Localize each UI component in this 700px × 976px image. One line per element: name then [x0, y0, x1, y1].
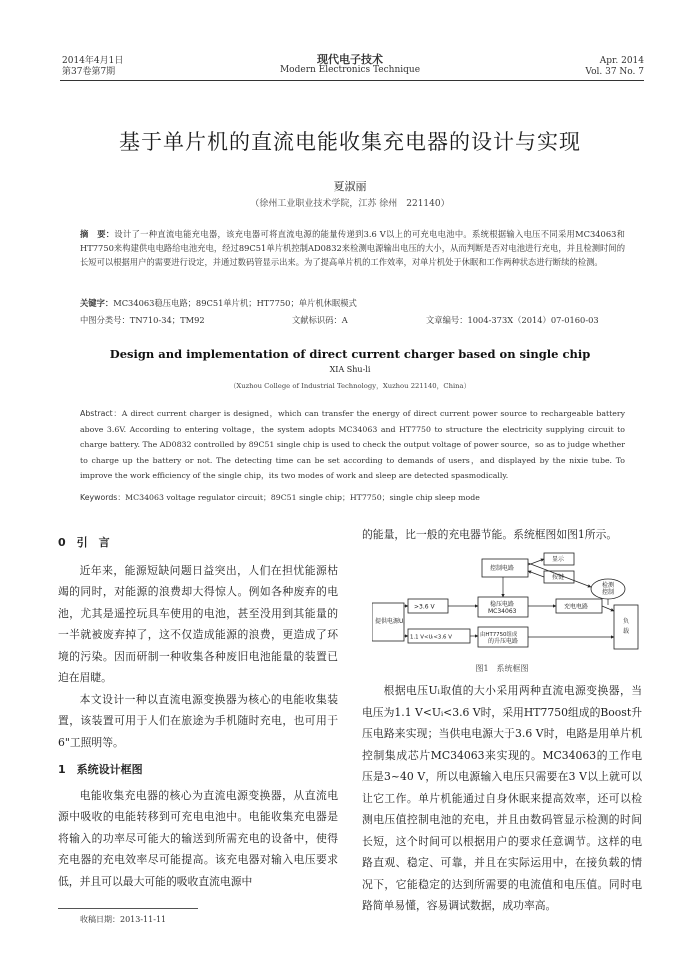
keywords-text: MC34063稳压电路；89C51单片机；HT7750；单片机休眠模式 [113, 298, 357, 308]
affiliation: （徐州工业职业技术学院，江苏 徐州 221140） [250, 199, 450, 209]
abstract-cn [80, 227, 625, 270]
right-column-paragraph-2: 根据电压Uᵢ取值的大小采用两种直流电源变换器，当电压为1.1 V<Uᵢ<3.6 V时，采用HT7750组成的Boost升压电路来实现；当供电电源大于3.6 V时，电路是用单片机控制集成芯片MC34063来实现的。MC34063的工作电压是3~40 V，所以电源输入电压只需要在3 V以上就可以让它工作。单片机能通过自身休眠来提高效率，还可以检测电压值控制电池的充电，并且由数码管显示检测的时间长短，这个时间可以根据用户的要求任意调节。这样的电路直观、稳定、可靠，并且在实际运用中，在接负载的情况下，它能稳定的达到所需要的电流值和电压值。同时电路简单易懂，容易调试数据，成功率高。 [362, 684, 642, 912]
keywords-cn [80, 297, 625, 309]
detect-label-1: 检测 [602, 582, 615, 589]
section-0-paragraph-2: 本文设计一种以直流电源变换器为核心的电能收集装置，该装置可用于人们在旅途为手机随时充电，也可用于6"工照明等。 [58, 692, 338, 749]
keys-label: 按键 [552, 574, 565, 581]
right-column-continuation: 的能量，比一般的充电器节能。系统框图如图1所示。 [362, 528, 618, 541]
footnote-divider [58, 908, 198, 909]
keywords-en-text: MC34063 voltage regulator circuit；89C51 single chip；HT7750；single chip sleep mode [125, 493, 480, 502]
header-date-en: Apr. 2014 [599, 56, 644, 66]
cond-high-label: >3.6 V [414, 603, 435, 611]
header-date: 2014年4月1日 [62, 56, 124, 66]
power-input-label: 提供电源$U_i$ [375, 618, 405, 626]
cond-low-label: 1.1 V<Uᵢ<3.6 V [410, 634, 452, 641]
figure-caption: 图1 系统框图 [475, 664, 529, 673]
charge-circuit-label: 充电电路 [564, 603, 589, 611]
abstract-en-text: A direct current charger is designed，which can transfer the energy of direct current power source to rechargeable battery above 3.6V. According to entering voltage，the system adopts MC34063 and HT7750 to structure the electricity supplying circuit to charge battery. The AD0832 controlled by 89C51 single chip is used to check the output voltage of power source，so as to judge whether to charge up the battery or not. The detecting time can be set according to demands of users，and displayed by the nixie tube. To improve the work efficiency of the single chip，its two modes of work and sleep are detected spasmodically. [80, 409, 626, 480]
header-volume-en: Vol. 37 No. 7 [585, 67, 644, 77]
boost-label-1: 由HT7750组成 [480, 632, 518, 638]
clc-number: 中图分类号：TN710-34；TM92 [80, 315, 205, 325]
left-column [58, 532, 338, 892]
abstract-en-label: Abstract： [80, 409, 122, 418]
keywords-label: 关键字： [80, 298, 114, 308]
author-en: XIA Shu-li [329, 365, 371, 374]
section-0-heading: 0 引 言 [58, 536, 110, 549]
regulator-label-1: 稳压电路 [490, 601, 515, 608]
display-label: 显示 [552, 556, 565, 563]
header-volume: 第37卷第7期 [62, 67, 116, 77]
abstract-en [80, 406, 625, 484]
load-label-1: 负 [623, 618, 630, 625]
keywords-en [80, 492, 625, 503]
system-block-diagram [372, 551, 642, 659]
abstract-text: 设计了一种直流电能充电器，该充电器可将直流电源的能量传递到3.6 V以上的可充电电池中。系统根据输入电压不同采用MC34063和HT7750来构建供电电路给电池充电，经过89C51单片机控制AD0832来检测电源输出电压的大小，从而判断是否对电池进行充电，并且检测时间的长短可以根据用户的需要进行设定，并通过数码管显示出来。为了提高单片机的工作效率，对单片机处于休眠和工作两种状态进行断续的检测。 [80, 229, 625, 268]
document-code: 文献标识码：A [292, 315, 348, 325]
load-box [614, 605, 638, 649]
article-number: 文章编号：1004-373X（2014）07-0160-03 [426, 315, 599, 325]
abstract-label: 摘 要： [80, 229, 115, 239]
received-date: 收稿日期：2013-11-11 [80, 915, 167, 924]
load-label-2: 载 [623, 628, 630, 635]
keywords-en-label: Keywords： [80, 493, 126, 502]
header-divider [60, 80, 644, 81]
paper-title: 基于单片机的直流电能收集充电器的设计与实现 [119, 130, 581, 154]
journal-name-en: Modern Electronics Technique [279, 65, 421, 75]
boost-label-2: 的升压电路 [488, 638, 519, 645]
regulator-label-2: MC34063 [488, 608, 517, 615]
section-1-heading: 1 系统设计框图 [58, 763, 143, 776]
control-circuit-label: 控制电路 [490, 565, 515, 572]
header-issue-en [585, 56, 644, 78]
journal-name-cn: 现代电子技术 [317, 53, 383, 66]
affiliation-en: （Xuzhou College of Industrial Technology，Xuzhou 221140，China） [229, 382, 471, 390]
detect-label-2: 控制 [602, 589, 615, 596]
section-1-paragraph-1: 电能收集充电器的核心为直流电源变换器，从直流电源中吸收的电能转移到可充电电池中。电能收集充电器是将输入的功率尽可能大的输送到所需充电的设备中，使得充电器的充电效率尽可能提高。该充电器对输入电压要求低，并且可以最大可能的吸收直流电源中 [58, 788, 338, 888]
paper-title-en: Design and implementation of direct current charger based on single chip [109, 347, 591, 361]
section-0-paragraph-1: 近年来，能源短缺问题日益突出，人们在担忧能源枯竭的同时，对能源的浪费却大得惊人。例如各种废弃的电池，尤其是遥控玩具车使用的电池，甚至没用到其能量的一半就被废弃掉了，这不仅造成能源的浪费，更造成了环境的污染。因而研制一种收集各种废旧电池能量的装置已迫在眉睫。 [58, 563, 338, 684]
author: 夏淑丽 [333, 180, 367, 193]
